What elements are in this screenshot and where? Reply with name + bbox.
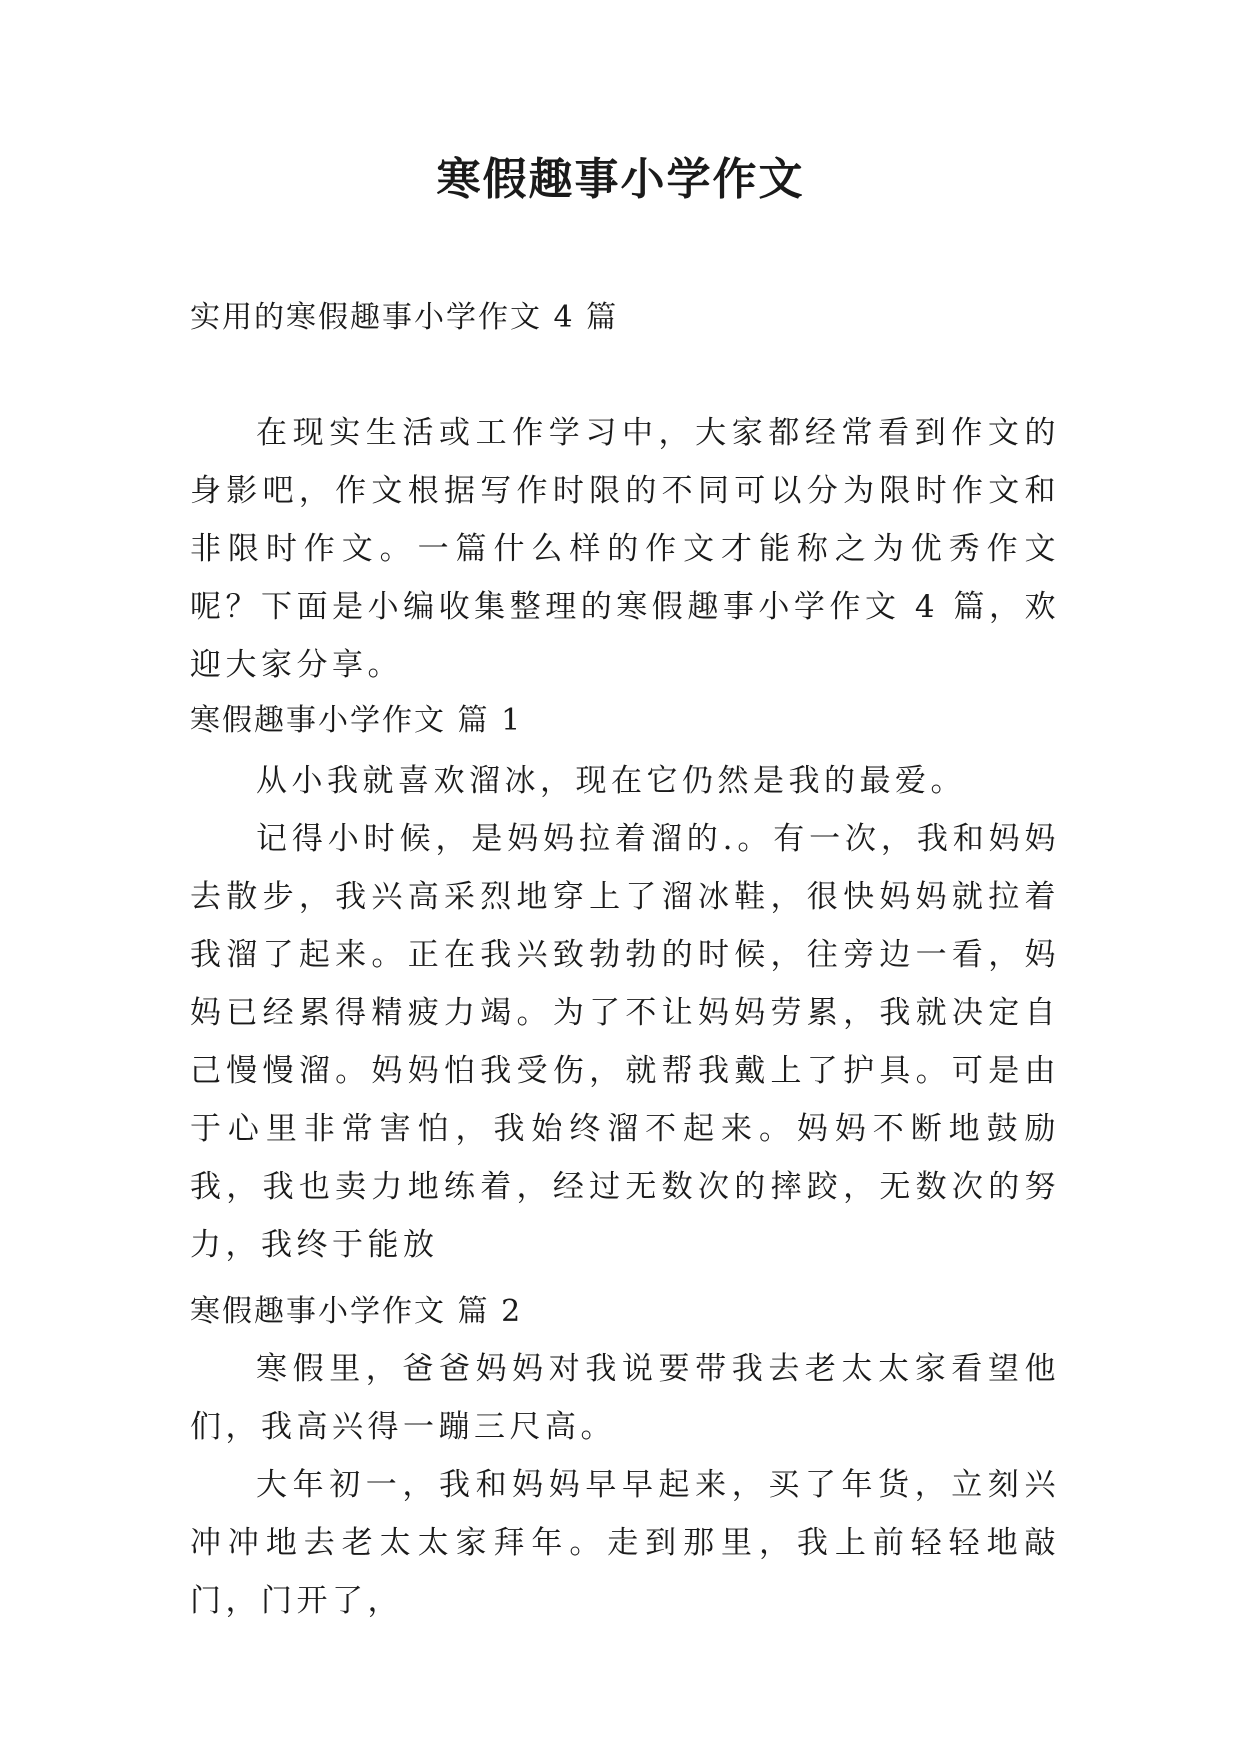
document-title: 寒假趣事小学作文: [436, 154, 805, 205]
section-2-paragraph-2: 大年初一，我和妈妈早早起来，买了年货，立刻兴冲冲地去老太太家拜年。走到那里，我上前轻轻地敲门，门开了，: [190, 1467, 1060, 1619]
section-2-paragraph-1: 寒假里，爸爸妈妈对我说要带我去老太太家看望他们，我高兴得一蹦三尺高。: [190, 1351, 1060, 1445]
intro-paragraph: 在现实生活或工作学习中，大家都经常看到作文的身影吧，作文根据写作时限的不同可以分为限时作文和非限时作文。一篇什么样的作文才能称之为优秀作文呢？下面是小编收集整理的寒假趣事小学作文 4 篇，欢迎大家分享。: [190, 415, 1060, 683]
section-heading-1: 寒假趣事小学作文 篇 1: [190, 703, 523, 738]
section-1-paragraph-2: 记得小时候，是妈妈拉着溜的.。有一次，我和妈妈去散步，我兴高采烈地穿上了溜冰鞋，很快妈妈就拉着我溜了起来。正在我兴致勃勃的时候，往旁边一看，妈妈已经累得精疲力竭。为了不让妈妈劳累，我就决定自己慢慢溜。妈妈怕我受伤，就帮我戴上了护具。可是由于心里非常害怕，我始终溜不起来。妈妈不断地鼓励我，我也卖力地练着，经过无数次的摔跤，无数次的努力，我终于能放: [190, 821, 1060, 1263]
document-subtitle: 实用的寒假趣事小学作文 4 篇: [190, 300, 619, 335]
section-1-paragraph-1: 从小我就喜欢溜冰，现在它仍然是我的最爱。: [256, 763, 966, 799]
section-heading-2: 寒假趣事小学作文 篇 2: [190, 1294, 523, 1329]
